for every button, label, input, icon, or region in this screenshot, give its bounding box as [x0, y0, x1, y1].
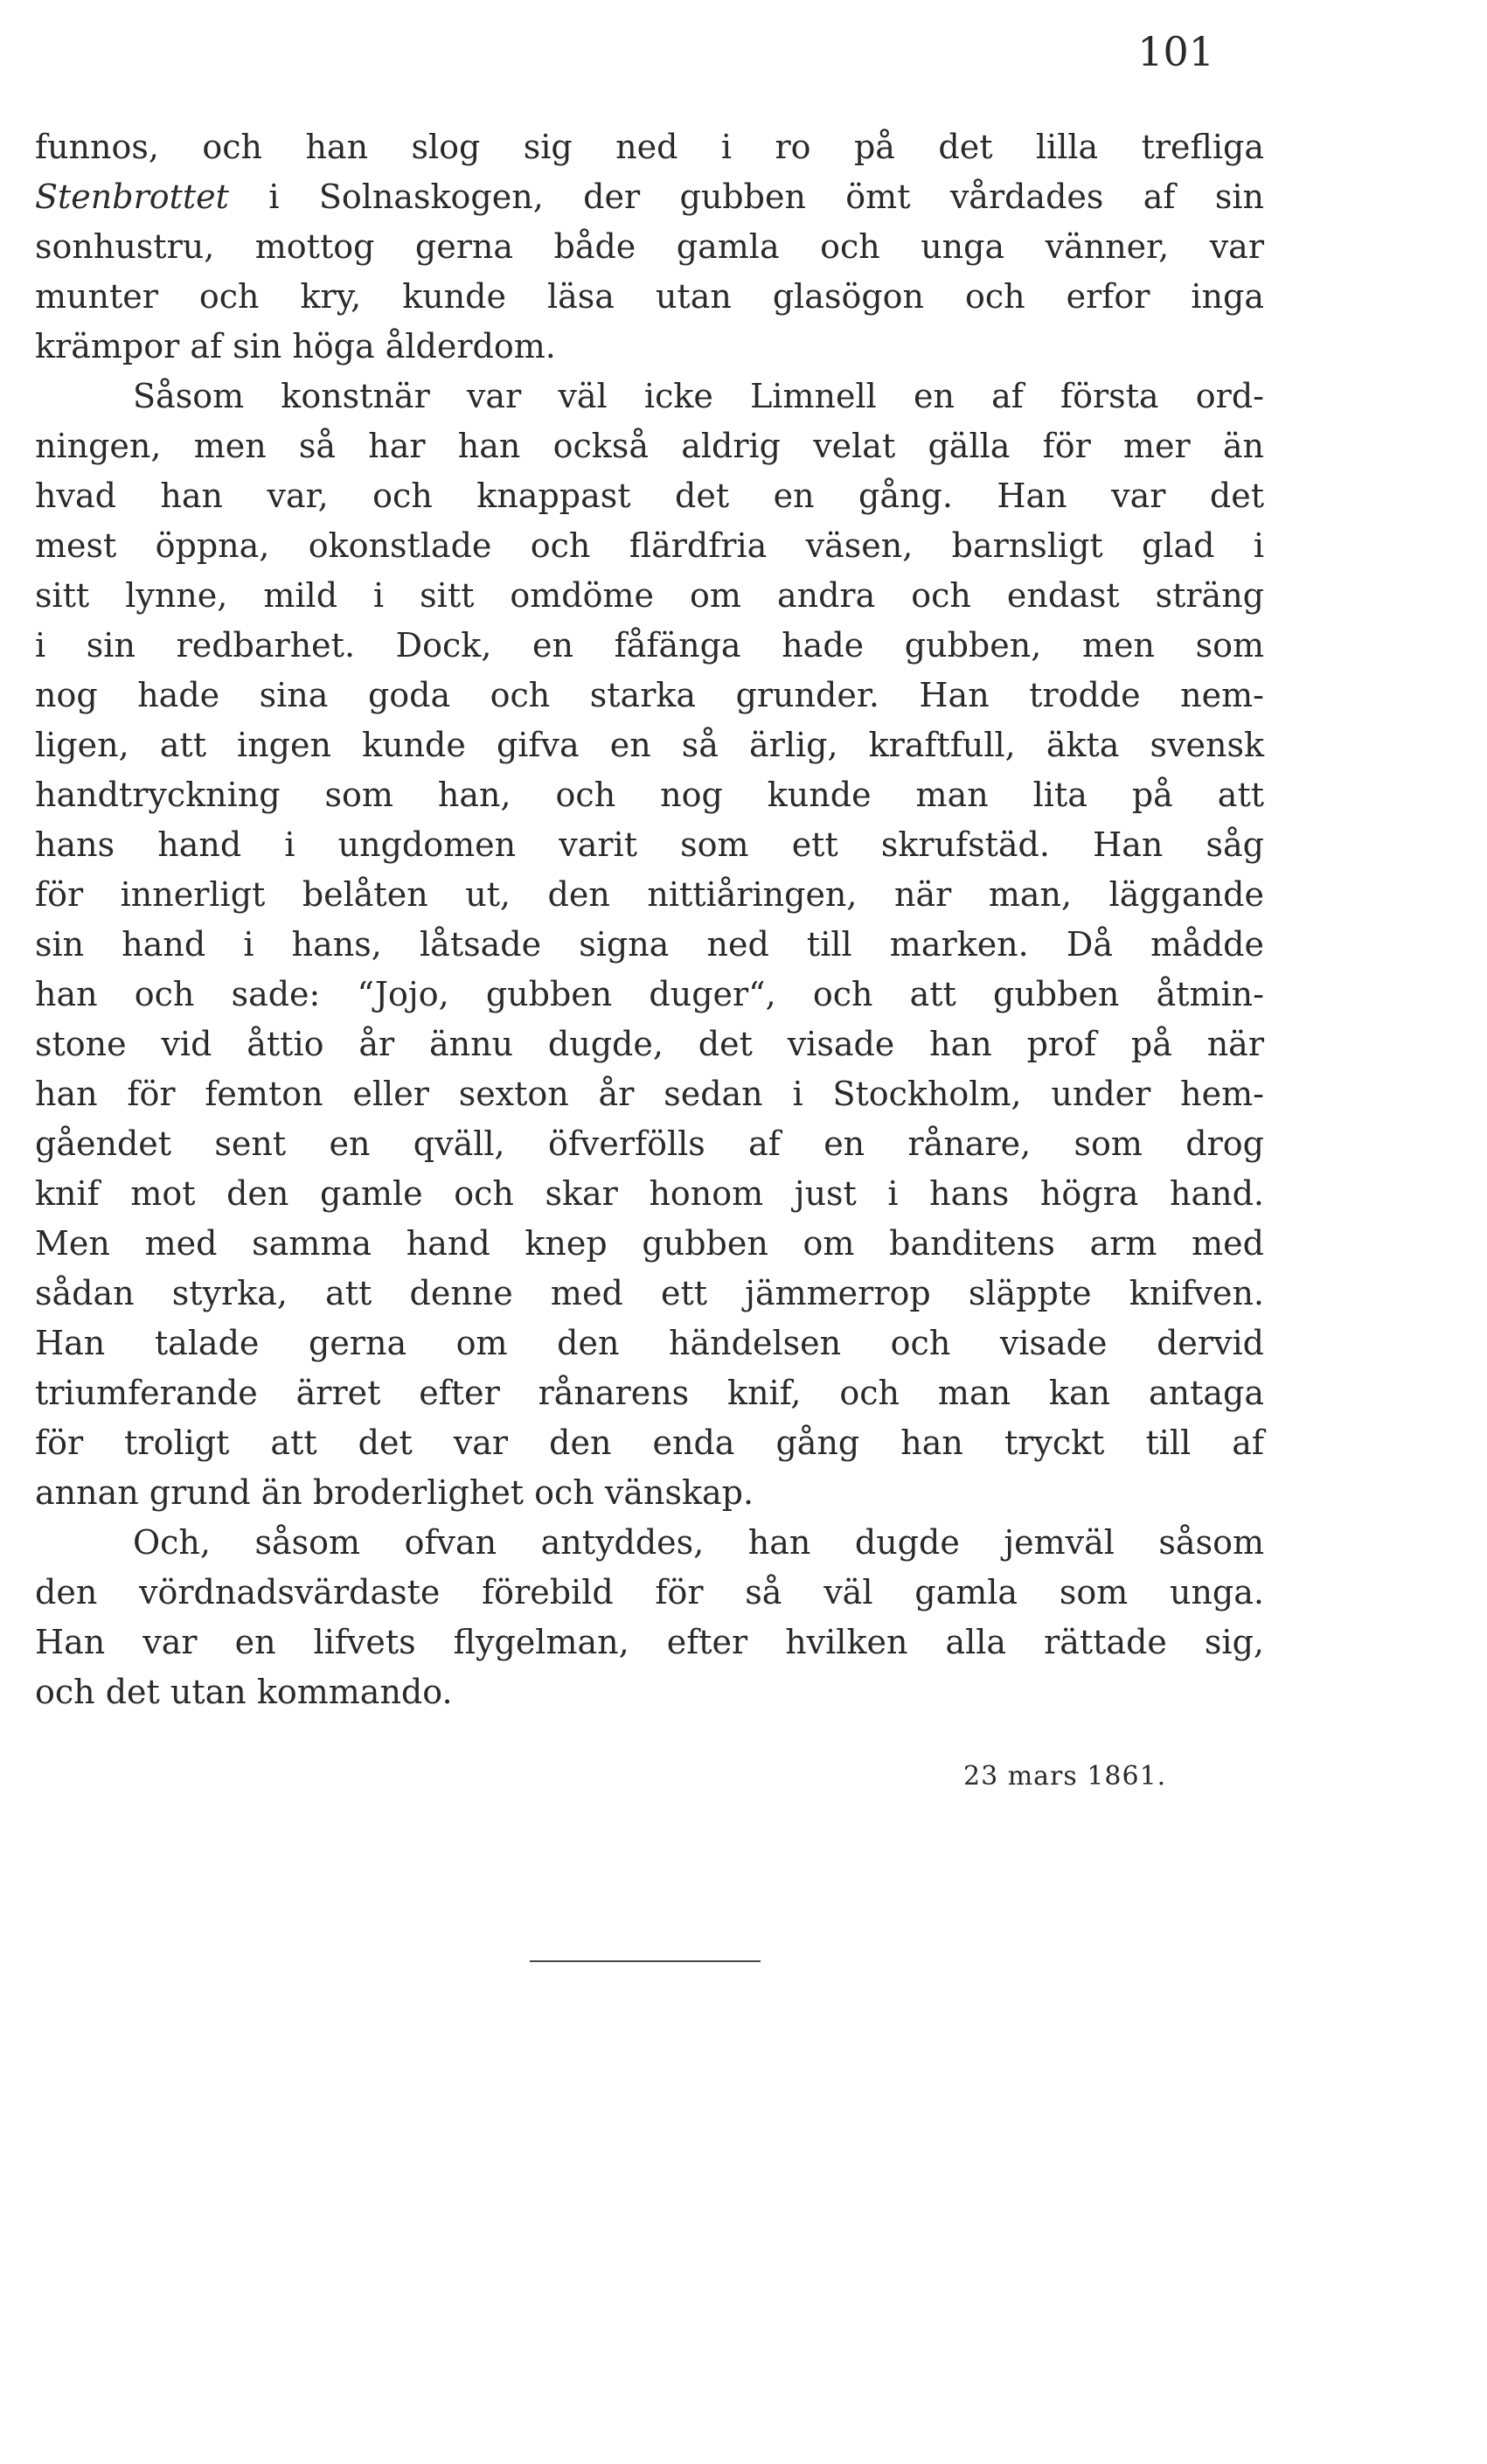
text-line-22: knif mot den gamle och skar honom just i hans högra hand. — [35, 1174, 1264, 1213]
place-name: Stenbrottet — [35, 177, 229, 216]
text-line-18: han och sade: “Jojo, gubben duger“, och att gubben åtmin- — [35, 975, 1264, 1013]
page-number: 101 — [1137, 28, 1214, 75]
text-line-13: ligen, att ingen kunde gifva en så ärlig, kraftfull, äkta svensk — [35, 726, 1264, 764]
text-line-19: stone vid åttio år ännu dugde, det visade han prof på när — [35, 1025, 1264, 1063]
text-line-16: för innerligt belåten ut, den nittiåringen, när man, läggande — [35, 875, 1264, 914]
text-line-6: Såsom konstnär var väl icke Limnell en af första ord- — [133, 377, 1264, 415]
text-line-31: Han var en lifvets flygelman, efter hvilken alla rättade sig, — [35, 1623, 1264, 1661]
text-line-15: hans hand i ungdomen varit som ett skrufstäd. Han såg — [35, 825, 1264, 864]
text-line-10: sitt lynne, mild i sitt omdöme om andra och endast sträng — [35, 576, 1264, 615]
text-line-25: Han talade gerna om den händelsen och visade dervid — [35, 1324, 1264, 1362]
text-line-17: sin hand i hans, låtsade signa ned till marken. Då mådde — [35, 925, 1264, 964]
text-line-14: handtryckning som han, och nog kunde man lita på att — [35, 776, 1264, 814]
text-line-11: i sin redbarhet. Dock, en fåfänga hade gubben, men som — [35, 626, 1264, 665]
text-line-27: för troligt att det var den enda gång han tryckt till af — [35, 1423, 1264, 1462]
text-line-12: nog hade sina goda och starka grunder. Han trodde nem- — [35, 676, 1264, 714]
text-line-28: annan grund än broderlighet och vänskap. — [35, 1473, 754, 1512]
signature-date: 23 mars 1861. — [963, 1761, 1167, 1792]
text-line-2 — [35, 172, 1264, 222]
text-line-23: Men med samma hand knep gubben om banditens arm med — [35, 1224, 1264, 1263]
text-line-2-rest: i Solnaskogen, der gubben ömt vårdades af sin — [268, 177, 1264, 216]
text-line-8: hvad han var, och knappast det en gång. Han var det — [35, 477, 1264, 515]
body-text — [35, 122, 1264, 1717]
text-line-26: triumferande ärret efter rånarens knif, och man kan antaga — [35, 1374, 1264, 1412]
text-line-7: ningen, men så har han också aldrig velat gälla för mer än — [35, 427, 1264, 465]
end-rule — [530, 1960, 761, 1962]
text-line-5: krämpor af sin höga ålderdom. — [35, 327, 556, 365]
text-line-24: sådan styrka, att denne med ett jämmerrop släppte knifven. — [35, 1274, 1264, 1312]
text-line-3: sonhustru, mottog gerna både gamla och unga vänner, var — [35, 227, 1264, 266]
text-line-29: Och, såsom ofvan antyddes, han dugde jemväl såsom — [133, 1523, 1264, 1562]
text-line-21: gåendet sent en qväll, öfverfölls af en rånare, som drog — [35, 1124, 1264, 1163]
text-line-30: den vördnadsvärdaste förebild för så väl gamla som unga. — [35, 1573, 1264, 1611]
text-line-4: munter och kry, kunde läsa utan glasögon och erfor inga — [35, 277, 1264, 316]
text-line-1: funnos, och han slog sig ned i ro på det lilla trefliga — [35, 128, 1264, 166]
text-line-20: han för femton eller sexton år sedan i Stockholm, under hem- — [35, 1075, 1264, 1113]
text-line-32: och det utan kommando. — [35, 1673, 453, 1711]
text-line-9: mest öppna, okonstlade och flärdfria väsen, barnsligt glad i — [35, 526, 1264, 565]
